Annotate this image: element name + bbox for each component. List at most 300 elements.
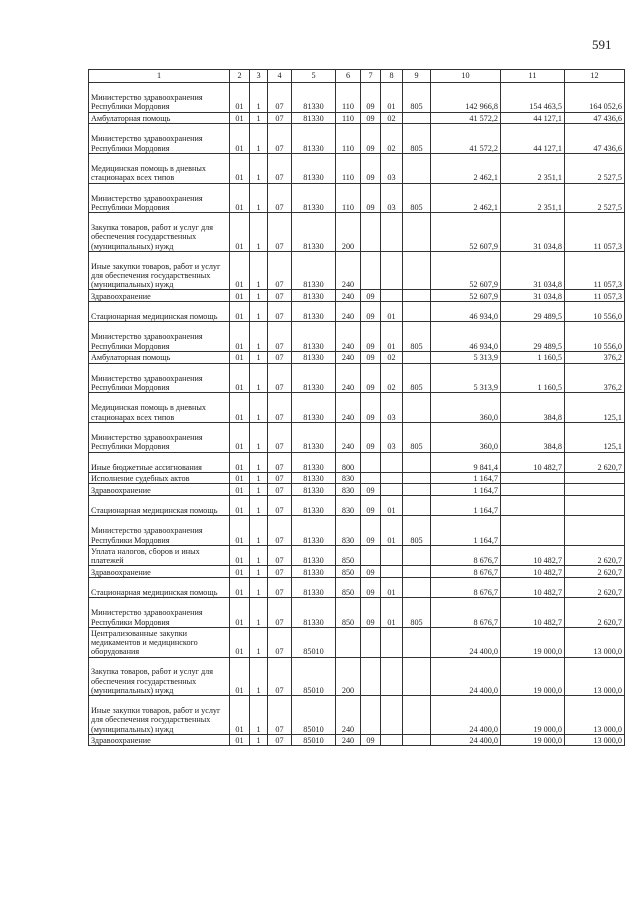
code-col-2: 01 xyxy=(230,393,250,423)
subsection-code: 01 xyxy=(381,495,403,515)
amount-col-10: 360,0 xyxy=(431,393,501,423)
code-col-2: 01 xyxy=(230,290,250,302)
column-header: 4 xyxy=(268,70,292,83)
expense-type: 830 xyxy=(336,484,361,496)
table-row xyxy=(89,153,625,183)
amount-col-12: 13 000,0 xyxy=(565,734,625,746)
ministry-code xyxy=(403,452,431,472)
ministry-code: 805 xyxy=(403,516,431,546)
target-code: 81330 xyxy=(292,393,336,423)
code-col-3: 1 xyxy=(250,301,268,321)
amount-col-10: 8 676,7 xyxy=(431,566,501,578)
ministry-code xyxy=(403,734,431,746)
code-col-2: 01 xyxy=(230,213,250,252)
code-col-4: 07 xyxy=(268,213,292,252)
ministry-code xyxy=(403,696,431,735)
expense-type: 240 xyxy=(336,734,361,746)
ministry-code xyxy=(403,352,431,364)
section-code: 09 xyxy=(361,112,381,124)
target-code: 81330 xyxy=(292,472,336,484)
section-code: 09 xyxy=(361,363,381,393)
section-code: 09 xyxy=(361,516,381,546)
item-name: Стационарная медицинская помощь xyxy=(89,577,230,597)
item-name: Здравоохранение xyxy=(89,290,230,302)
subsection-code xyxy=(381,251,403,290)
code-col-4: 07 xyxy=(268,393,292,423)
code-col-3: 1 xyxy=(250,322,268,352)
amount-col-10: 1 164,7 xyxy=(431,495,501,515)
expense-type: 240 xyxy=(336,696,361,735)
table-row xyxy=(89,363,625,393)
expense-type: 850 xyxy=(336,598,361,628)
code-col-4: 07 xyxy=(268,112,292,124)
amount-col-12 xyxy=(565,484,625,496)
amount-col-10: 52 607,9 xyxy=(431,290,501,302)
table-row xyxy=(89,472,625,484)
amount-col-10: 24 400,0 xyxy=(431,734,501,746)
ministry-code xyxy=(403,628,431,658)
code-col-4: 07 xyxy=(268,422,292,452)
item-name: Иные бюджетные ассигнования xyxy=(89,452,230,472)
code-col-3: 1 xyxy=(250,112,268,124)
amount-col-11: 31 034,8 xyxy=(501,290,565,302)
amount-col-11: 19 000,0 xyxy=(501,696,565,735)
expense-type: 240 xyxy=(336,422,361,452)
code-col-4: 07 xyxy=(268,322,292,352)
subsection-code xyxy=(381,546,403,566)
code-col-4: 07 xyxy=(268,124,292,154)
amount-col-11: 44 127,1 xyxy=(501,124,565,154)
table-row xyxy=(89,628,625,658)
amount-col-12 xyxy=(565,472,625,484)
ministry-code xyxy=(403,112,431,124)
amount-col-12: 11 057,3 xyxy=(565,213,625,252)
ministry-code xyxy=(403,495,431,515)
amount-col-11: 19 000,0 xyxy=(501,734,565,746)
code-col-3: 1 xyxy=(250,577,268,597)
target-code: 81330 xyxy=(292,566,336,578)
subsection-code: 03 xyxy=(381,422,403,452)
amount-col-10: 1 164,7 xyxy=(431,472,501,484)
ministry-code xyxy=(403,251,431,290)
section-code: 09 xyxy=(361,734,381,746)
subsection-code: 02 xyxy=(381,112,403,124)
column-header: 8 xyxy=(381,70,403,83)
ministry-code xyxy=(403,393,431,423)
table-row xyxy=(89,566,625,578)
code-col-3: 1 xyxy=(250,251,268,290)
amount-col-12: 47 436,6 xyxy=(565,112,625,124)
amount-col-11: 10 482,7 xyxy=(501,577,565,597)
subsection-code: 03 xyxy=(381,153,403,183)
expense-type: 240 xyxy=(336,251,361,290)
code-col-4: 07 xyxy=(268,363,292,393)
code-col-4: 07 xyxy=(268,352,292,364)
ministry-code xyxy=(403,577,431,597)
expense-type: 830 xyxy=(336,516,361,546)
expense-type: 850 xyxy=(336,577,361,597)
amount-col-12: 47 436,6 xyxy=(565,124,625,154)
item-name: Министерство здравоохранения Республики Мордовия xyxy=(89,516,230,546)
code-col-3: 1 xyxy=(250,734,268,746)
ministry-code xyxy=(403,472,431,484)
code-col-3: 1 xyxy=(250,472,268,484)
target-code: 81330 xyxy=(292,213,336,252)
expense-type: 240 xyxy=(336,290,361,302)
item-name: Здравоохранение xyxy=(89,734,230,746)
amount-col-11: 10 482,7 xyxy=(501,566,565,578)
amount-col-12: 13 000,0 xyxy=(565,628,625,658)
item-name: Министерство здравоохранения Республики Мордовия xyxy=(89,183,230,213)
amount-col-11: 1 160,5 xyxy=(501,363,565,393)
ministry-code xyxy=(403,213,431,252)
budget-table xyxy=(88,69,625,746)
target-code: 81330 xyxy=(292,153,336,183)
code-col-2: 01 xyxy=(230,495,250,515)
code-col-2: 01 xyxy=(230,153,250,183)
amount-col-10: 1 164,7 xyxy=(431,484,501,496)
expense-type: 240 xyxy=(336,322,361,352)
code-col-3: 1 xyxy=(250,363,268,393)
amount-col-12 xyxy=(565,516,625,546)
amount-col-10: 41 572,2 xyxy=(431,112,501,124)
code-col-3: 1 xyxy=(250,83,268,113)
section-code xyxy=(361,657,381,696)
code-col-4: 07 xyxy=(268,598,292,628)
code-col-2: 01 xyxy=(230,452,250,472)
table-row xyxy=(89,422,625,452)
target-code: 81330 xyxy=(292,124,336,154)
subsection-code: 01 xyxy=(381,577,403,597)
amount-col-11: 19 000,0 xyxy=(501,657,565,696)
amount-col-10: 41 572,2 xyxy=(431,124,501,154)
amount-col-10: 8 676,7 xyxy=(431,546,501,566)
expense-type: 240 xyxy=(336,301,361,321)
amount-col-11: 10 482,7 xyxy=(501,546,565,566)
code-col-2: 01 xyxy=(230,577,250,597)
item-name: Закупка товаров, работ и услуг для обеспечения государственных (муниципальных) нужд xyxy=(89,657,230,696)
code-col-4: 07 xyxy=(268,153,292,183)
table-row xyxy=(89,183,625,213)
item-name: Здравоохранение xyxy=(89,566,230,578)
target-code: 85010 xyxy=(292,696,336,735)
amount-col-12: 2 527,5 xyxy=(565,183,625,213)
code-col-2: 01 xyxy=(230,657,250,696)
code-col-4: 07 xyxy=(268,83,292,113)
amount-col-11: 29 489,5 xyxy=(501,322,565,352)
section-code: 09 xyxy=(361,484,381,496)
subsection-code: 01 xyxy=(381,598,403,628)
subsection-code: 03 xyxy=(381,393,403,423)
subsection-code xyxy=(381,452,403,472)
amount-col-11: 44 127,1 xyxy=(501,112,565,124)
expense-type: 110 xyxy=(336,112,361,124)
ministry-code: 805 xyxy=(403,124,431,154)
table-row xyxy=(89,322,625,352)
amount-col-10: 8 676,7 xyxy=(431,598,501,628)
ministry-code xyxy=(403,657,431,696)
amount-col-11: 10 482,7 xyxy=(501,598,565,628)
target-code: 81330 xyxy=(292,83,336,113)
target-code: 81330 xyxy=(292,251,336,290)
item-name: Централизованные закупки медикаментов и медицинского оборудования xyxy=(89,628,230,658)
code-col-3: 1 xyxy=(250,484,268,496)
amount-col-11: 2 351,1 xyxy=(501,153,565,183)
amount-col-11: 1 160,5 xyxy=(501,352,565,364)
code-col-4: 07 xyxy=(268,577,292,597)
code-col-4: 07 xyxy=(268,452,292,472)
amount-col-11: 29 489,5 xyxy=(501,301,565,321)
expense-type xyxy=(336,628,361,658)
item-name: Амбулаторная помощь xyxy=(89,112,230,124)
item-name: Уплата налогов, сборов и иных платежей xyxy=(89,546,230,566)
table-row xyxy=(89,83,625,113)
amount-col-10: 2 462,1 xyxy=(431,153,501,183)
ministry-code: 805 xyxy=(403,363,431,393)
amount-col-12: 11 057,3 xyxy=(565,251,625,290)
target-code: 81330 xyxy=(292,546,336,566)
item-name: Иные закупки товаров, работ и услуг для обеспечения государственных (муниципальных) нужд xyxy=(89,696,230,735)
amount-col-10: 46 934,0 xyxy=(431,301,501,321)
subsection-code xyxy=(381,290,403,302)
section-code: 09 xyxy=(361,83,381,113)
amount-col-12: 164 052,6 xyxy=(565,83,625,113)
code-col-2: 01 xyxy=(230,183,250,213)
target-code: 81330 xyxy=(292,301,336,321)
section-code: 09 xyxy=(361,183,381,213)
header-row xyxy=(89,70,625,83)
amount-col-11 xyxy=(501,484,565,496)
item-name: Исполнение судебных актов xyxy=(89,472,230,484)
amount-col-10: 360,0 xyxy=(431,422,501,452)
target-code: 81330 xyxy=(292,495,336,515)
amount-col-10: 5 313,9 xyxy=(431,352,501,364)
section-code: 09 xyxy=(361,322,381,352)
code-col-2: 01 xyxy=(230,363,250,393)
section-code xyxy=(361,546,381,566)
expense-type: 850 xyxy=(336,566,361,578)
section-code: 09 xyxy=(361,290,381,302)
code-col-4: 07 xyxy=(268,495,292,515)
expense-type: 110 xyxy=(336,153,361,183)
subsection-code xyxy=(381,213,403,252)
code-col-2: 01 xyxy=(230,546,250,566)
expense-type: 800 xyxy=(336,452,361,472)
expense-type: 240 xyxy=(336,352,361,364)
amount-col-12: 2 620,7 xyxy=(565,566,625,578)
amount-col-11: 31 034,8 xyxy=(501,251,565,290)
amount-col-10: 8 676,7 xyxy=(431,577,501,597)
table-row xyxy=(89,112,625,124)
amount-col-11: 10 482,7 xyxy=(501,452,565,472)
amount-col-10: 24 400,0 xyxy=(431,657,501,696)
code-col-2: 01 xyxy=(230,301,250,321)
item-name: Медицинская помощь в дневных стационарах всех типов xyxy=(89,153,230,183)
column-header: 5 xyxy=(292,70,336,83)
code-col-4: 07 xyxy=(268,546,292,566)
expense-type: 200 xyxy=(336,657,361,696)
amount-col-10: 24 400,0 xyxy=(431,628,501,658)
amount-col-12: 10 556,0 xyxy=(565,322,625,352)
code-col-4: 07 xyxy=(268,566,292,578)
code-col-2: 01 xyxy=(230,422,250,452)
expense-type: 110 xyxy=(336,83,361,113)
code-col-2: 01 xyxy=(230,566,250,578)
ministry-code: 805 xyxy=(403,598,431,628)
section-code xyxy=(361,696,381,735)
column-header: 6 xyxy=(336,70,361,83)
amount-col-12: 2 527,5 xyxy=(565,153,625,183)
code-col-4: 07 xyxy=(268,290,292,302)
item-name: Стационарная медицинская помощь xyxy=(89,495,230,515)
section-code xyxy=(361,452,381,472)
ministry-code xyxy=(403,546,431,566)
target-code: 85010 xyxy=(292,734,336,746)
table-row xyxy=(89,290,625,302)
column-header: 2 xyxy=(230,70,250,83)
ministry-code xyxy=(403,153,431,183)
subsection-code xyxy=(381,484,403,496)
code-col-2: 01 xyxy=(230,598,250,628)
target-code: 81330 xyxy=(292,577,336,597)
section-code xyxy=(361,628,381,658)
amount-col-10: 46 934,0 xyxy=(431,322,501,352)
target-code: 81330 xyxy=(292,183,336,213)
target-code: 81330 xyxy=(292,322,336,352)
section-code: 09 xyxy=(361,393,381,423)
column-header: 10 xyxy=(431,70,501,83)
ministry-code xyxy=(403,566,431,578)
amount-col-12: 376,2 xyxy=(565,363,625,393)
code-col-3: 1 xyxy=(250,495,268,515)
table-row xyxy=(89,734,625,746)
column-header: 11 xyxy=(501,70,565,83)
section-code xyxy=(361,472,381,484)
item-name: Закупка товаров, работ и услуг для обеспечения государственных (муниципальных) нужд xyxy=(89,213,230,252)
subsection-code xyxy=(381,472,403,484)
table-row xyxy=(89,251,625,290)
subsection-code xyxy=(381,566,403,578)
section-code: 09 xyxy=(361,124,381,154)
subsection-code: 01 xyxy=(381,301,403,321)
ministry-code xyxy=(403,484,431,496)
subsection-code xyxy=(381,696,403,735)
subsection-code: 01 xyxy=(381,516,403,546)
amount-col-10: 52 607,9 xyxy=(431,213,501,252)
code-col-3: 1 xyxy=(250,290,268,302)
amount-col-12: 11 057,3 xyxy=(565,290,625,302)
amount-col-11: 31 034,8 xyxy=(501,213,565,252)
amount-col-12: 2 620,7 xyxy=(565,452,625,472)
amount-col-11: 154 463,5 xyxy=(501,83,565,113)
code-col-2: 01 xyxy=(230,124,250,154)
table-row xyxy=(89,213,625,252)
section-code: 09 xyxy=(361,153,381,183)
code-col-2: 01 xyxy=(230,251,250,290)
code-col-4: 07 xyxy=(268,628,292,658)
code-col-4: 07 xyxy=(268,251,292,290)
item-name: Министерство здравоохранения Республики Мордовия xyxy=(89,363,230,393)
ministry-code: 805 xyxy=(403,322,431,352)
code-col-4: 07 xyxy=(268,484,292,496)
code-col-3: 1 xyxy=(250,516,268,546)
subsection-code xyxy=(381,628,403,658)
expense-type: 110 xyxy=(336,183,361,213)
table-row xyxy=(89,546,625,566)
ministry-code xyxy=(403,301,431,321)
ministry-code: 805 xyxy=(403,183,431,213)
amount-col-11 xyxy=(501,495,565,515)
code-col-4: 07 xyxy=(268,301,292,321)
item-name: Министерство здравоохранения Республики Мордовия xyxy=(89,598,230,628)
expense-type: 850 xyxy=(336,546,361,566)
item-name: Министерство здравоохранения Республики Мордовия xyxy=(89,322,230,352)
target-code: 81330 xyxy=(292,112,336,124)
section-code: 09 xyxy=(361,577,381,597)
code-col-2: 01 xyxy=(230,516,250,546)
target-code: 81330 xyxy=(292,516,336,546)
amount-col-12: 10 556,0 xyxy=(565,301,625,321)
section-code: 09 xyxy=(361,352,381,364)
item-name: Министерство здравоохранения Республики Мордовия xyxy=(89,83,230,113)
section-code: 09 xyxy=(361,566,381,578)
subsection-code: 02 xyxy=(381,363,403,393)
subsection-code: 03 xyxy=(381,183,403,213)
expense-type: 240 xyxy=(336,363,361,393)
column-header: 1 xyxy=(89,70,230,83)
table-row xyxy=(89,484,625,496)
section-code: 09 xyxy=(361,598,381,628)
target-code: 85010 xyxy=(292,628,336,658)
amount-col-12: 376,2 xyxy=(565,352,625,364)
section-code: 09 xyxy=(361,495,381,515)
section-code xyxy=(361,213,381,252)
subsection-code xyxy=(381,734,403,746)
code-col-4: 07 xyxy=(268,472,292,484)
amount-col-12: 125,1 xyxy=(565,422,625,452)
amount-col-11: 19 000,0 xyxy=(501,628,565,658)
column-header: 9 xyxy=(403,70,431,83)
item-name: Иные закупки товаров, работ и услуг для обеспечения государственных (муниципальных) нужд xyxy=(89,251,230,290)
table-row xyxy=(89,598,625,628)
amount-col-12: 2 620,7 xyxy=(565,598,625,628)
expense-type: 830 xyxy=(336,495,361,515)
item-name: Медицинская помощь в дневных стационарах всех типов xyxy=(89,393,230,423)
code-col-2: 01 xyxy=(230,112,250,124)
table-row xyxy=(89,352,625,364)
amount-col-11 xyxy=(501,516,565,546)
amount-col-12: 125,1 xyxy=(565,393,625,423)
amount-col-10: 2 462,1 xyxy=(431,183,501,213)
amount-col-10: 1 164,7 xyxy=(431,516,501,546)
code-col-3: 1 xyxy=(250,452,268,472)
code-col-2: 01 xyxy=(230,472,250,484)
target-code: 81330 xyxy=(292,484,336,496)
table-body xyxy=(89,83,625,746)
item-name: Министерство здравоохранения Республики Мордовия xyxy=(89,422,230,452)
ministry-code: 805 xyxy=(403,83,431,113)
code-col-2: 01 xyxy=(230,484,250,496)
code-col-3: 1 xyxy=(250,213,268,252)
code-col-3: 1 xyxy=(250,546,268,566)
column-header: 7 xyxy=(361,70,381,83)
column-header: 3 xyxy=(250,70,268,83)
code-col-3: 1 xyxy=(250,124,268,154)
expense-type: 240 xyxy=(336,393,361,423)
table-row xyxy=(89,495,625,515)
amount-col-10: 9 841,4 xyxy=(431,452,501,472)
target-code: 81330 xyxy=(292,363,336,393)
